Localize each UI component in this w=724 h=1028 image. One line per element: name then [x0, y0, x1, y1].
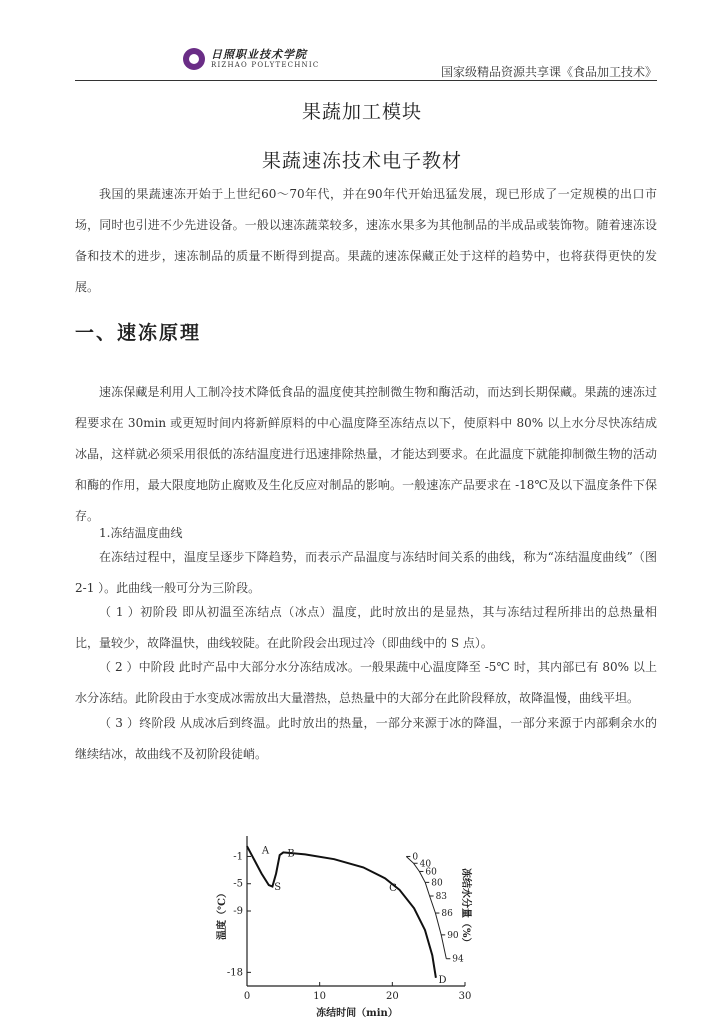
principle-paragraph: 速冻保藏是利用人工制冷技术降低食品的温度使其控制微生物和酶活动，而达到长期保藏。果蔬的速冻过程要求在 30min 或更短时间内将新鲜原料的中心温度降至冻结点以下，使原料中 80% 以上水分尽快冻结成冰晶，这样就必须采用很低的冻结温度进行迅速排除热量，才能达到要求。在此温度下就能抑制微生物的活动和酶的作用，最大限度地防止腐败及生化反应对制品的影响。一般速冻产品要求在 -18℃及以下温度条件下保存。 [75, 385, 657, 523]
x-tick-label: 20 [385, 991, 399, 1002]
x-axis-label: 冻结时间（min） [316, 1008, 398, 1019]
logo-emblem-icon [183, 48, 205, 70]
freezing-curve-line [247, 846, 436, 978]
curve-point-label: C [389, 883, 397, 895]
freezing-curve-chart [195, 828, 485, 1024]
y-tick-label: -9 [233, 906, 243, 917]
frozen-water-tick-label: 86 [441, 909, 453, 920]
stage-2-paragraph: （ 2 ）中阶段 此时产品中大部分水分冻结成冰。一般果蔬中心温度降至 -5℃ 时，其内部已有 80% 以上水分冻结。此阶段由于水变成冰需放出大量潜热，总热量中的大部分在此阶段释放，故降温慢，曲线平坦。 [75, 660, 657, 705]
curve-point-label: D [438, 975, 447, 987]
logo-chinese-name: 日照职业技术学院 [211, 48, 307, 61]
y-tick-label: -5 [233, 878, 243, 890]
curve-point-label: S [274, 881, 282, 893]
page-header [75, 44, 657, 81]
curve-description: 在冻结过程中，温度呈逐步下降趋势，而表示产品温度与冻结时间关系的曲线，称为“冻结温度曲线”（图 2-1 ）。此曲线一般可分为三阶段。 [75, 550, 657, 595]
stage-1-paragraph: （ 1 ）初阶段 即从初温至冻结点（冰点）温度，此时放出的是显热，其与冻结过程所排出的总热量相比，量较少，故降温快，曲线较陡。在此阶段会出现过冷（即曲线中的 S 点）。 [75, 605, 657, 650]
x-tick-label: 0 [243, 991, 251, 1002]
intro-paragraph: 我国的果蔬速冻开始于上世纪60～70年代，并在90年代开始迅猛发展，现已形成了一定规模的出口市场，同时也引进不少先进设备。一般以速冻蔬菜较多，速冻水果多为其他制品的半成品或装饰物。随着速冻设备和技术的进步，速冻制品的质量不断得到提高。果蔬的速冻保藏正处于这样的趋势中，也将获得更快的发展。 [75, 187, 657, 294]
course-title: 国家级精品资源共享课《食品加工技术》 [440, 65, 657, 79]
material-title: 果蔬速冻技术电子教材 [261, 150, 462, 172]
y-tick-label: -18 [226, 967, 243, 979]
stage-3-paragraph: （ 3 ）终阶段 从成冰后到终温。此时放出的热量，一部分来源于冰的降温，一部分来源于内部剩余水的继续结冰，故曲线不及初阶段徒峭。 [75, 716, 657, 761]
frozen-water-tick-label: 60 [425, 867, 437, 878]
frozen-water-tick-label: 94 [452, 954, 464, 965]
x-tick-label: 30 [458, 991, 472, 1002]
section-heading: 一、速冻原理 [75, 322, 202, 344]
frozen-water-tick-label: 83 [435, 892, 448, 902]
y-tick-label: -1 [233, 851, 243, 863]
frozen-water-tick-label: 90 [447, 930, 459, 941]
curve-point-label: B [287, 848, 295, 860]
school-logo [183, 48, 319, 70]
frozen-water-tick-label: 80 [431, 878, 443, 889]
frozen-water-tick-label: 0 [412, 852, 419, 863]
freezing-curve-figure [195, 828, 485, 1024]
module-title: 果蔬加工模块 [301, 101, 422, 123]
curve-point-label: A [261, 845, 270, 857]
logo-english-name: RIZHAO POLYTECHNIC [211, 61, 320, 69]
frozen-water-tick-label: 40 [419, 859, 432, 870]
frozen-water-axis-label: 冻结水分量（%） [460, 868, 471, 948]
y-axis-label: 温度（℃） [217, 888, 228, 940]
subsection-heading: 1.冻结温度曲线 [99, 526, 183, 540]
x-tick-label: 10 [313, 991, 327, 1002]
